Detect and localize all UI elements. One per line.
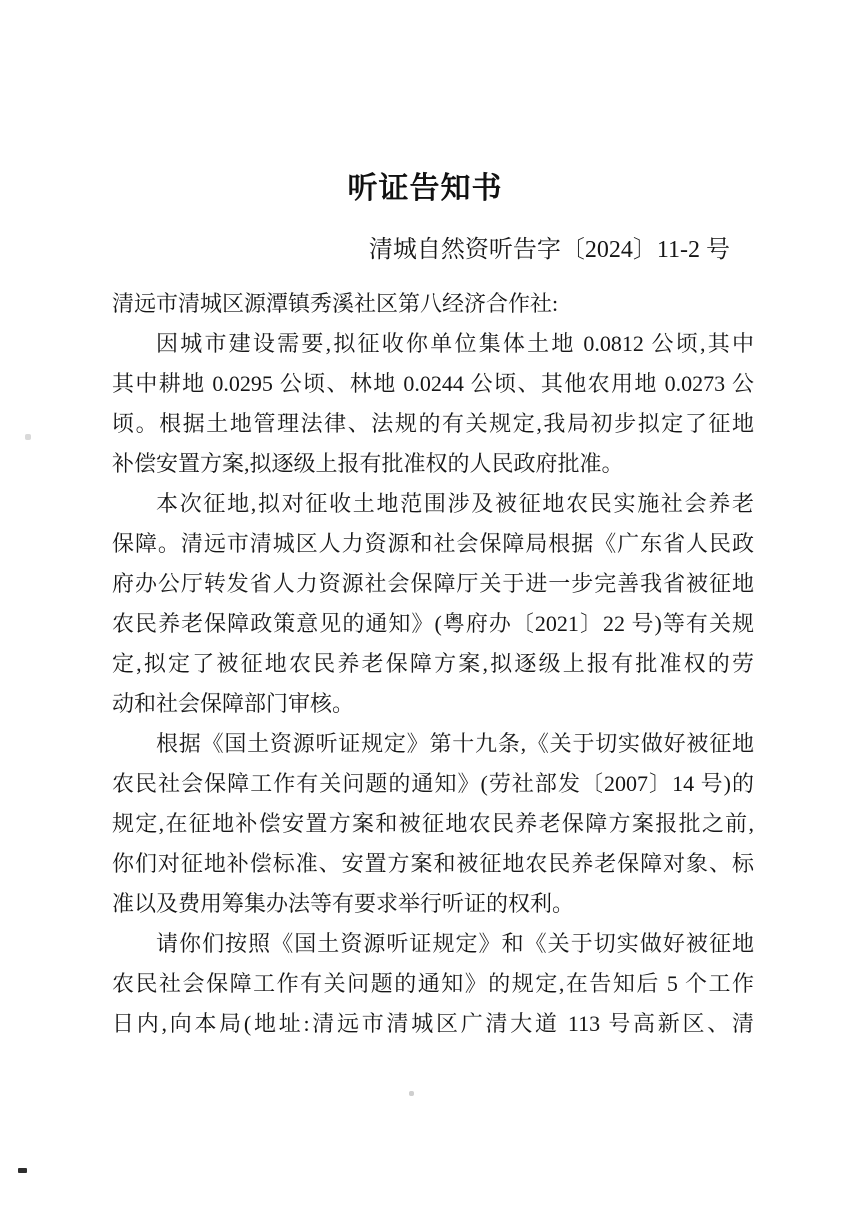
- body-line: 其中耕地 0.0295 公顷、林地 0.0244 公顷、其他农用地 0.0273 公: [112, 371, 754, 396]
- body-line: 根据《国土资源听证规定》第十九条,《关于切实做好被征地: [156, 731, 754, 756]
- document-reference-number: 清城自然资听告字〔2024〕11-2 号: [368, 237, 730, 263]
- body-line: 本次征地,拟对征收土地范围涉及被征地农民实施社会养老: [156, 491, 754, 516]
- body-line: 清远市清城区源潭镇秀溪社区第八经济合作社:: [112, 291, 559, 316]
- body-line: 动和社会保障部门审核。: [112, 691, 355, 716]
- body-line: 补偿安置方案,拟逐级上报有批准权的人民政府批准。: [112, 451, 624, 476]
- document-body: [112, 284, 754, 1044]
- scan-artifact-speck: [409, 1091, 414, 1096]
- body-line: 你们对征地补偿标准、安置方案和被征地农民养老保障对象、标: [112, 851, 754, 876]
- body-line: 定,拟定了被征地农民养老保障方案,拟逐级上报有批准权的劳: [112, 651, 754, 676]
- body-line: 日内,向本局(地址:清远市清城区广清大道 113 号高新区、清: [112, 1011, 754, 1036]
- body-line: 农民社会保障工作有关问题的通知》(劳社部发〔2007〕14 号)的: [112, 771, 754, 796]
- body-line: 因城市建设需要,拟征收你单位集体土地 0.0812 公顷,其中: [156, 331, 754, 356]
- body-line: 府办公厅转发省人力资源社会保障厅关于进一步完善我省被征地: [112, 571, 754, 596]
- body-line: 农民养老保障政策意见的通知》(粤府办〔2021〕22 号)等有关规: [112, 611, 754, 636]
- body-line: 准以及费用筹集办法等有要求举行听证的权利。: [112, 891, 575, 916]
- body-line: 规定,在征地补偿安置方案和被征地农民养老保障方案报批之前,: [112, 811, 754, 836]
- document-title: 听证告知书: [347, 172, 503, 205]
- scan-artifact-mark: [18, 1168, 27, 1173]
- scan-artifact-speck: [25, 434, 31, 440]
- body-line: 保障。清远市清城区人力资源和社会保障局根据《广东省人民政: [112, 531, 754, 556]
- body-line: 请你们按照《国土资源听证规定》和《关于切实做好被征地: [156, 931, 754, 956]
- body-line: 顷。根据土地管理法律、法规的有关规定,我局初步拟定了征地: [112, 411, 754, 436]
- body-line: 农民社会保障工作有关问题的通知》的规定,在告知后 5 个工作: [112, 971, 754, 996]
